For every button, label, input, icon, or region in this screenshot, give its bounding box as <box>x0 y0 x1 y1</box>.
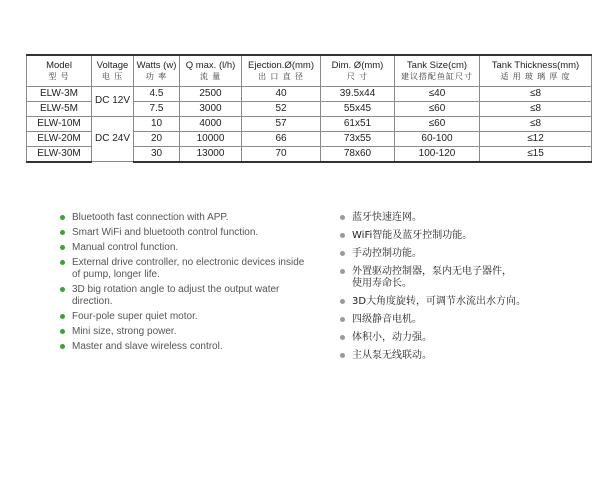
header-voltage: Voltage 电 压 <box>92 55 134 86</box>
cell-dim: 55x45 <box>321 101 395 116</box>
cell-voltage: DC 24V <box>92 116 134 162</box>
list-item: 四级静音电机。 <box>338 314 588 326</box>
cell-ejection: 66 <box>242 131 321 146</box>
cell-tank-size: 60-100 <box>395 131 480 146</box>
cell-tank-thickness: ≤8 <box>480 101 592 116</box>
cell-qmax: 4000 <box>180 116 242 131</box>
header-model: Model 型 号 <box>27 55 92 86</box>
cell-ejection: 40 <box>242 86 321 101</box>
cell-dim: 78x60 <box>321 146 395 162</box>
list-item: 体积小，动力强。 <box>338 332 588 344</box>
bullet-icon <box>340 269 345 274</box>
cell-model: ELW-20M <box>27 131 92 146</box>
cell-tank-size: 100-120 <box>395 146 480 162</box>
list-item: 主从泵无线联动。 <box>338 350 588 362</box>
list-item: External drive controller, no electronic devices inside of pump, longer life. <box>60 257 310 281</box>
cell-model: ELW-10M <box>27 116 92 131</box>
feature-list-english <box>60 212 310 356</box>
table-row <box>27 86 592 101</box>
bullet-icon <box>340 215 345 220</box>
bullet-icon <box>340 335 345 340</box>
bullet-icon <box>340 251 345 256</box>
cell-qmax: 3000 <box>180 101 242 116</box>
cell-tank-size: ≤60 <box>395 101 480 116</box>
list-item: Master and slave wireless control. <box>60 341 310 353</box>
cell-dim: 39.5x44 <box>321 86 395 101</box>
header-tank-size: Tank Size(cm) 建议搭配鱼缸尺寸 <box>395 55 480 86</box>
cell-watts: 30 <box>134 146 180 162</box>
cell-tank-thickness: ≤8 <box>480 116 592 131</box>
table-header-row <box>27 55 592 86</box>
list-item: 外置驱动控制器，泵内无电子器件， 使用寿命长。 <box>338 266 588 290</box>
table-row <box>27 116 592 131</box>
header-qmax: Q max. (l/h) 流 量 <box>180 55 242 86</box>
cell-watts: 7.5 <box>134 101 180 116</box>
feature-list-chinese <box>338 212 588 368</box>
bullet-icon <box>60 230 65 235</box>
list-item: Mini size, strong power. <box>60 326 310 338</box>
cell-ejection: 70 <box>242 146 321 162</box>
list-item: WiFi智能及蓝牙控制功能。 <box>338 230 588 242</box>
list-item: 3D big rotation angle to adjust the output water direction. <box>60 284 310 308</box>
cell-ejection: 57 <box>242 116 321 131</box>
cell-dim: 73x55 <box>321 131 395 146</box>
header-ejection: Ejection.Ø(mm) 出 口 直 径 <box>242 55 321 86</box>
cell-ejection: 52 <box>242 101 321 116</box>
cell-qmax: 13000 <box>180 146 242 162</box>
cell-voltage: DC 12V <box>92 86 134 116</box>
list-item: 手动控制功能。 <box>338 248 588 260</box>
cell-tank-size: ≤60 <box>395 116 480 131</box>
bullet-icon <box>60 260 65 265</box>
spec-table <box>26 54 592 163</box>
cell-tank-thickness: ≤8 <box>480 86 592 101</box>
cell-model: ELW-30M <box>27 146 92 162</box>
bullet-icon <box>60 314 65 319</box>
list-item: Four-pole super quiet motor. <box>60 311 310 323</box>
list-item: 3D大角度旋转，可调节水流出水方向。 <box>338 296 588 308</box>
cell-qmax: 2500 <box>180 86 242 101</box>
list-item: Manual control function. <box>60 242 310 254</box>
cell-watts: 4.5 <box>134 86 180 101</box>
list-item: 蓝牙快速连网。 <box>338 212 588 224</box>
bullet-icon <box>60 245 65 250</box>
bullet-icon <box>60 215 65 220</box>
cell-model: ELW-5M <box>27 101 92 116</box>
cell-tank-thickness: ≤12 <box>480 131 592 146</box>
cell-qmax: 10000 <box>180 131 242 146</box>
cell-watts: 10 <box>134 116 180 131</box>
bullet-icon <box>60 287 65 292</box>
cell-model: ELW-3M <box>27 86 92 101</box>
header-tank-thickness: Tank Thickness(mm) 适 用 玻 璃 厚 度 <box>480 55 592 86</box>
cell-tank-thickness: ≤15 <box>480 146 592 162</box>
bullet-icon <box>340 299 345 304</box>
bullet-icon <box>340 353 345 358</box>
list-item: Smart WiFi and bluetooth control function. <box>60 227 310 239</box>
bullet-icon <box>340 317 345 322</box>
list-item: Bluetooth fast connection with APP. <box>60 212 310 224</box>
bullet-icon <box>60 329 65 334</box>
header-watts: Watts (w) 功 率 <box>134 55 180 86</box>
bullet-icon <box>60 344 65 349</box>
cell-tank-size: ≤40 <box>395 86 480 101</box>
cell-dim: 61x51 <box>321 116 395 131</box>
bullet-icon <box>340 233 345 238</box>
cell-watts: 20 <box>134 131 180 146</box>
header-dim: Dim. Ø(mm) 尺 寸 <box>321 55 395 86</box>
